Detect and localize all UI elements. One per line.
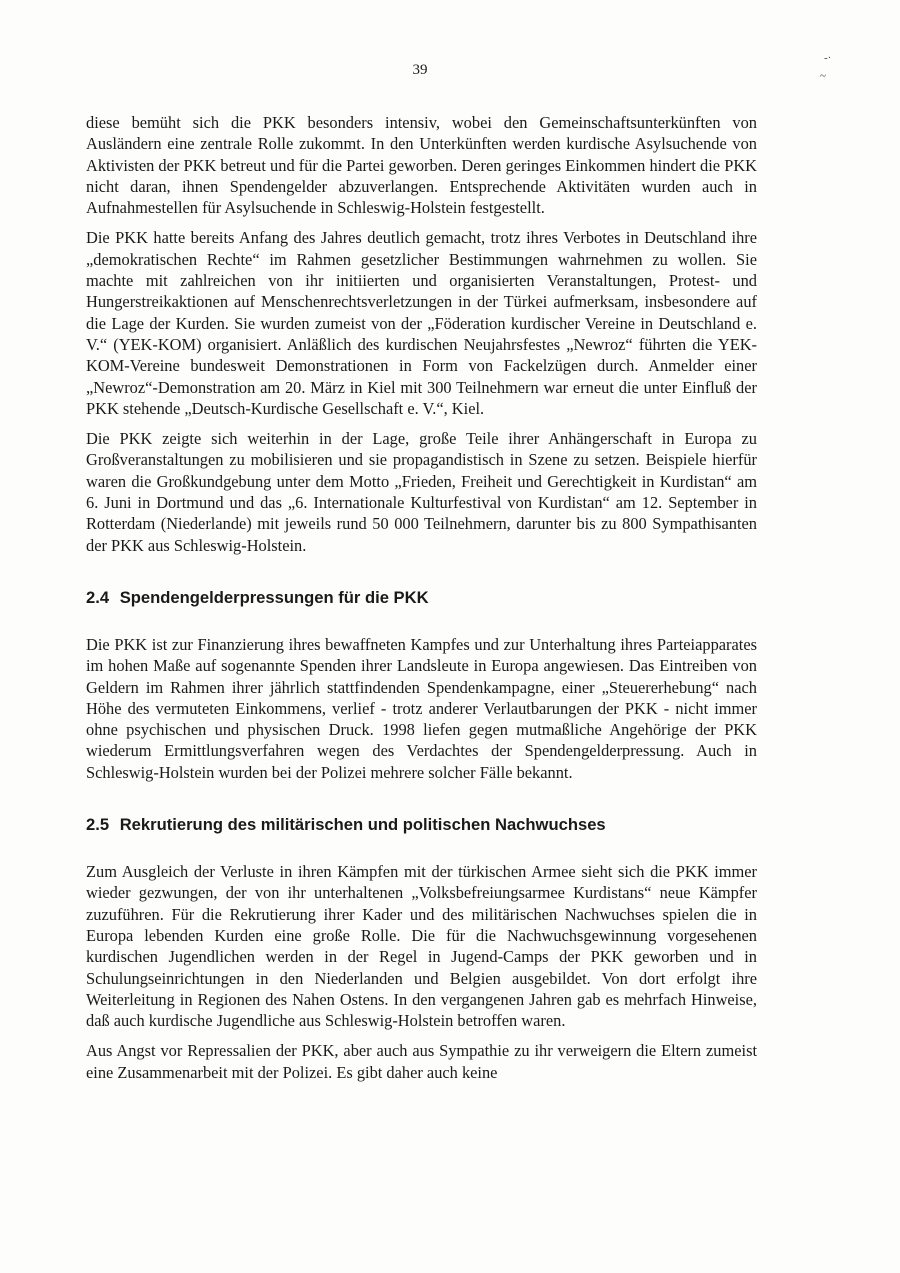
paragraph-donation-extortion: Die PKK ist zur Finanzierung ihres bewaffneten Kampfes und zur Unterhaltung ihres Parteiapparates im hohen Maße auf sogenannte Spenden ihrer Landsleute in Europa angewiesen. Das Eintreiben von Geldern im Rahmen ihrer jährlich stattfindenden Spendenkampagne, einer „Steuererhebung“ nach Höhe des vermuteten Einkommens, verlief - trotz anderer Verlautbarungen der PKK - nicht immer ohne psychischen und physischen Druck. 1998 liefen gegen mutmaßliche Angehörige der PKK wiederum Ermittlungsverfahren wegen des Verdachtes der Spendengelderpressung. Auch in Schleswig-Holstein wurden bei der Polizei mehrere solcher Fälle bekannt. xyxy=(86,634,757,782)
document-body xyxy=(86,112,757,1092)
section-number: 2.5 xyxy=(86,815,110,835)
section-title: Spendengelderpressungen für die PKK xyxy=(119,587,429,607)
section-heading-2-4 xyxy=(86,587,757,608)
page-number: 39 xyxy=(412,62,428,78)
paragraph-democratic-rights: Die PKK hatte bereits Anfang des Jahres deutlich gemacht, trotz ihres Verbotes in Deutschland ihre „demokratischen Rechte“ im Rahmen gesetzlicher Bestimmungen wahrnehmen zu wollen. Sie machte mit zahlreichen von ihr initiierten und organisierten Veranstaltungen, Protest- und Hungerstreikaktionen auf Menschenrechtsverletzungen in der Türkei aufmerksam, insbesondere auf die Lage der Kurden. Sie wurden zumeist von der „Föderation kurdischer Vereine in Deutschland e. V.“ (YEK-KOM) organisiert. Anläßlich des kurdischen Neujahrsfestes „Newroz“ führten die YEK-KOM-Vereine bundesweit Demonstrationen in Form von Fackelzügen durch. Anmelder einer „Newroz“-Demonstration am 20. März in Kiel mit 300 Teilnehmern war erneut die unter Einfluß der PKK stehende „Deutsch-Kurdische Gesellschaft e. V.“, Kiel. xyxy=(86,228,757,418)
paragraph-parents-cooperation: Aus Angst vor Repressalien der PKK, aber auch aus Sympathie zu ihr verweigern die Eltern zumeist eine Zusammenarbeit mit der Polizei. Es gibt daher auch keine xyxy=(86,1041,757,1082)
section-title: Rekrutierung des militärischen und politischen Nachwuchses xyxy=(119,815,606,835)
section-number: 2.4 xyxy=(86,587,110,607)
scan-mark: ~ xyxy=(820,70,826,82)
scan-mark: -· xyxy=(824,52,832,64)
section-heading-2-5 xyxy=(86,814,757,835)
paragraph-asylum-activities: diese bemüht sich die PKK besonders intensiv, wobei den Gemeinschaftsunterkünften von Ausländern eine zentrale Rolle zukommt. In den Unterkünften werden kurdische Asylsuchende von Aktivisten der PKK betreut und für die Partei geworben. Deren geringes Einkommen hindert die PKK nicht daran, ihnen Spendengelder abzuverlangen. Entsprechende Aktivitäten wurden auch in Aufnahmestellen für Asylsuchende in Schleswig-Holstein festgestellt. xyxy=(86,113,757,218)
paragraph-large-events: Die PKK zeigte sich weiterhin in der Lage, große Teile ihrer Anhängerschaft in Europa zu Großveranstaltungen zu mobilisieren und sie propagandistisch in Szene zu setzen. Beispiele hierfür waren die Großkundgebung unter dem Motto „Frieden, Freiheit und Gerechtigkeit in Kurdistan“ am 6. Juni in Dortmund und das „6. Internationale Kulturfestival von Kurdistan“ am 12. September in Rotterdam (Niederlande) mit jeweils rund 50 000 Teilnehmern, darunter bis zu 800 Sympathisanten der PKK aus Schleswig-Holstein. xyxy=(86,429,757,555)
paragraph-recruitment: Zum Ausgleich der Verluste in ihren Kämpfen mit der türkischen Armee sieht sich die PKK immer wieder gezwungen, der von ihr unterhaltenen „Volksbefreiungsarmee Kurdistans“ neue Kämpfer zuzuführen. Für die Rekrutierung ihrer Kader und des militärischen Nachwuchses spielen die in Europa lebenden Kurden eine große Rolle. Die für die Nachwuchsgewinnung vorgesehenen kurdischen Jugendlichen werden in der Regel in Jugend-Camps der PKK geworben und in Schulungseinrichtungen in den Niederlanden und Belgien ausgebildet. Von dort erfolgt ihre Weiterleitung in Regionen des Nahen Ostens. In den vergangenen Jahren gab es mehrfach Hinweise, daß auch kurdische Jugendliche aus Schleswig-Holstein betroffen waren. xyxy=(86,862,757,1031)
